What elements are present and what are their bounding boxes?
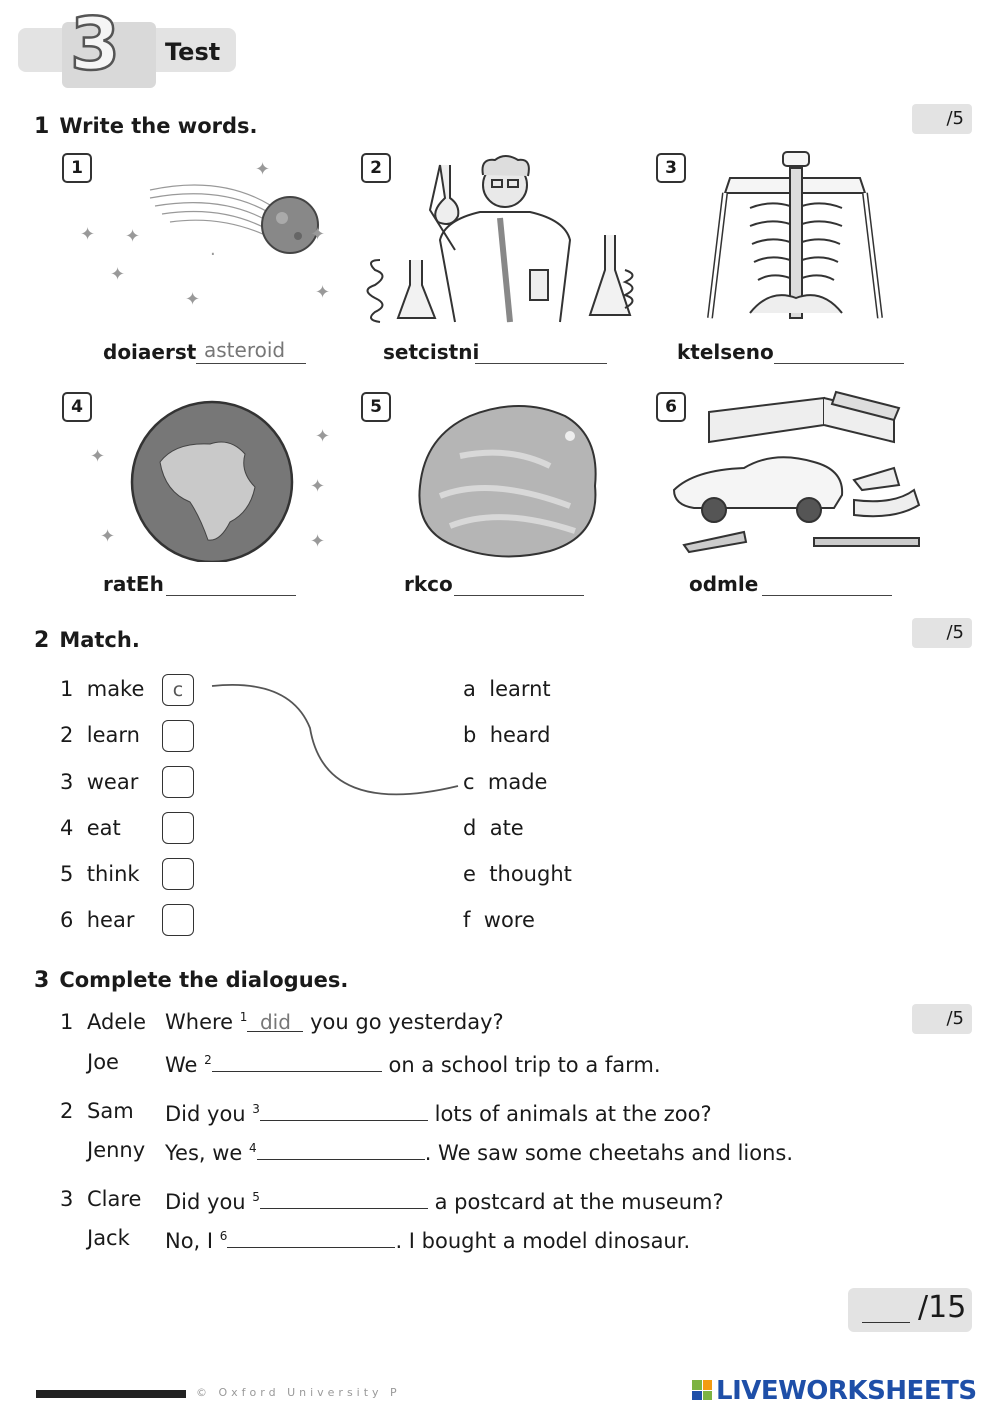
section-3-title: Complete the dialogues.	[59, 968, 349, 992]
match-right-d	[463, 816, 524, 840]
unit-number: 3	[70, 2, 121, 86]
line-text-after: on a school trip to a farm.	[388, 1053, 661, 1077]
skeleton-picture	[690, 148, 920, 328]
match-left-num: 4	[60, 816, 74, 840]
svg-text:✦: ✦	[310, 224, 326, 245]
match-right-b	[463, 723, 550, 747]
match-answer-box-4[interactable]	[162, 812, 194, 844]
svg-text:✦: ✦	[315, 426, 331, 447]
match-right-letter: a	[463, 677, 476, 701]
dialogue-2-num: 2	[60, 1099, 74, 1123]
match-left-num: 1	[60, 677, 74, 701]
line-text-after: you go yesterday?	[310, 1010, 504, 1034]
gap-number: 1	[239, 1010, 248, 1024]
dialogue-line	[165, 1010, 504, 1034]
section-3-number: 3	[34, 968, 50, 993]
section-2-heading	[34, 628, 140, 653]
gap-4-field[interactable]	[257, 1138, 425, 1160]
match-left-word: think	[86, 862, 140, 886]
match-right-f	[463, 908, 535, 932]
match-right-e	[463, 862, 572, 886]
match-left-2	[60, 723, 140, 747]
line-text-after: lots of animals at the zoo?	[434, 1102, 712, 1126]
item-2-scrambled: setcistni	[383, 340, 480, 364]
item-2-number: 2	[361, 153, 391, 183]
line-text-before: No, I	[165, 1229, 214, 1253]
asteroid-picture	[70, 150, 340, 320]
line-text-before: Yes, we	[165, 1141, 243, 1165]
section-2-score: /5	[912, 618, 972, 648]
match-left-num: 3	[60, 770, 74, 794]
item-6-number: 6	[656, 392, 686, 422]
line-text-before: Where	[165, 1010, 234, 1034]
dialogue-line	[165, 1187, 724, 1214]
scientist-picture	[360, 150, 650, 330]
match-right-a	[463, 677, 551, 701]
svg-text:✦: ✦	[310, 476, 326, 497]
item-5-scrambled: rkco	[404, 572, 453, 596]
model-kit-picture	[664, 390, 934, 560]
match-right-letter: e	[463, 862, 476, 886]
match-answer-box-2[interactable]	[162, 720, 194, 752]
item-1-scrambled: doiaerst	[103, 340, 197, 364]
dialogue-line	[165, 1226, 690, 1253]
match-right-word: thought	[489, 862, 572, 886]
dialogue-line	[165, 1050, 661, 1077]
line-text-before: We	[165, 1053, 198, 1077]
dialogue-speaker: Sam	[87, 1099, 134, 1123]
gap-1-field[interactable]	[247, 1010, 303, 1032]
item-1-answer: asteroid	[204, 338, 286, 362]
gap-2-field[interactable]	[212, 1050, 382, 1072]
match-right-letter: c	[463, 770, 475, 794]
section-2-title: Match.	[59, 628, 140, 652]
svg-text:✦: ✦	[90, 446, 106, 467]
dialogue-speaker: Jack	[87, 1226, 130, 1250]
section-3-score: /5	[912, 1004, 972, 1034]
dialogue-speaker: Clare	[87, 1187, 142, 1211]
dialogue-line	[165, 1099, 712, 1126]
match-right-letter: d	[463, 816, 477, 840]
page-title: Test	[165, 38, 221, 66]
liveworksheets-logo-icon	[692, 1380, 712, 1400]
match-left-3	[60, 770, 138, 794]
svg-text:·: ·	[210, 244, 216, 265]
item-3-number: 3	[656, 153, 686, 183]
gap-number: 6	[219, 1229, 228, 1243]
item-3-scrambled: ktelseno	[677, 340, 774, 364]
match-right-c	[463, 770, 547, 794]
item-3-answer-field[interactable]	[774, 338, 904, 364]
gap-number: 5	[252, 1190, 260, 1204]
match-left-num: 2	[60, 723, 74, 747]
dialogue-3-num: 3	[60, 1187, 74, 1211]
gap-number: 3	[252, 1102, 260, 1116]
section-1-heading	[34, 114, 258, 139]
dialogue-speaker: Adele	[87, 1010, 147, 1034]
match-left-5	[60, 862, 140, 886]
gap-6-field[interactable]	[227, 1226, 395, 1248]
example-match-line	[200, 678, 470, 818]
item-6-scrambled: odmle	[689, 572, 759, 596]
section-1-score: /5	[912, 104, 972, 134]
match-right-letter: f	[463, 908, 471, 932]
item-5-number: 5	[361, 392, 391, 422]
match-answer-box-5[interactable]	[162, 858, 194, 890]
photocopiable-bar	[36, 1390, 186, 1398]
match-left-num: 5	[60, 862, 74, 886]
svg-text:✦: ✦	[315, 282, 331, 303]
match-right-word: learnt	[489, 677, 551, 701]
item-4-number: 4	[62, 392, 92, 422]
match-left-word: wear	[86, 770, 139, 794]
svg-text:✦: ✦	[110, 264, 126, 285]
svg-text:✦: ✦	[80, 224, 96, 245]
total-score-field[interactable]	[862, 1322, 910, 1323]
gap-1-answer: did	[259, 1010, 291, 1034]
item-2-answer-field[interactable]	[475, 338, 607, 364]
total-score-label: /15	[918, 1290, 967, 1325]
match-answer-box-1[interactable]: c	[162, 674, 194, 706]
svg-text:✦: ✦	[185, 289, 201, 310]
earth-picture	[80, 392, 340, 562]
line-text-after: a postcard at the museum?	[434, 1190, 724, 1214]
svg-text:✦: ✦	[100, 526, 116, 547]
item-5-answer-field[interactable]	[454, 570, 584, 596]
line-text-before: Did you	[165, 1190, 246, 1214]
section-3-heading	[34, 968, 348, 993]
line-text-before: Did you	[165, 1102, 246, 1126]
match-left-word: eat	[86, 816, 121, 840]
dialogue-speaker: Joe	[87, 1050, 119, 1074]
svg-text:✦: ✦	[310, 531, 326, 552]
match-left-word: hear	[86, 908, 135, 932]
match-left-6	[60, 908, 134, 932]
svg-text:✦: ✦	[255, 159, 271, 180]
gap-number: 2	[204, 1053, 212, 1067]
item-4-answer-field[interactable]	[166, 570, 296, 596]
match-left-word: make	[86, 677, 145, 701]
match-right-word: made	[487, 770, 548, 794]
gap-number: 4	[249, 1141, 257, 1155]
match-right-word: heard	[489, 723, 551, 747]
match-left-1	[60, 677, 144, 701]
line-text-after: . I bought a model dinosaur.	[395, 1229, 691, 1253]
item-1-answer-field[interactable]	[196, 338, 306, 364]
item-1-number: 1	[62, 153, 92, 183]
match-left-4	[60, 816, 121, 840]
line-text-after: . We saw some cheetahs and lions.	[424, 1141, 794, 1165]
section-1-title: Write the words.	[59, 114, 258, 138]
copyright-text: © Oxford University P	[196, 1386, 401, 1399]
match-answer-box-6[interactable]	[162, 904, 194, 936]
dialogue-speaker: Jenny	[87, 1138, 146, 1162]
svg-text:✦: ✦	[125, 226, 141, 247]
gap-3-field[interactable]	[260, 1099, 428, 1121]
rock-picture	[400, 396, 620, 564]
match-right-letter: b	[463, 723, 477, 747]
section-1-number: 1	[34, 114, 50, 139]
dialogue-1-num: 1	[60, 1010, 74, 1034]
brand-name[interactable]: LIVEWORKSHEETS	[716, 1376, 977, 1406]
match-left-num: 6	[60, 908, 74, 932]
match-right-word: wore	[483, 908, 535, 932]
match-left-word: learn	[86, 723, 140, 747]
item-6-answer-field[interactable]	[762, 570, 892, 596]
match-right-word: ate	[489, 816, 524, 840]
item-4-scrambled: ratEh	[103, 572, 164, 596]
gap-5-field[interactable]	[260, 1187, 428, 1209]
section-2-number: 2	[34, 628, 50, 653]
dialogue-line	[165, 1138, 793, 1165]
match-answer-box-3[interactable]	[162, 766, 194, 798]
